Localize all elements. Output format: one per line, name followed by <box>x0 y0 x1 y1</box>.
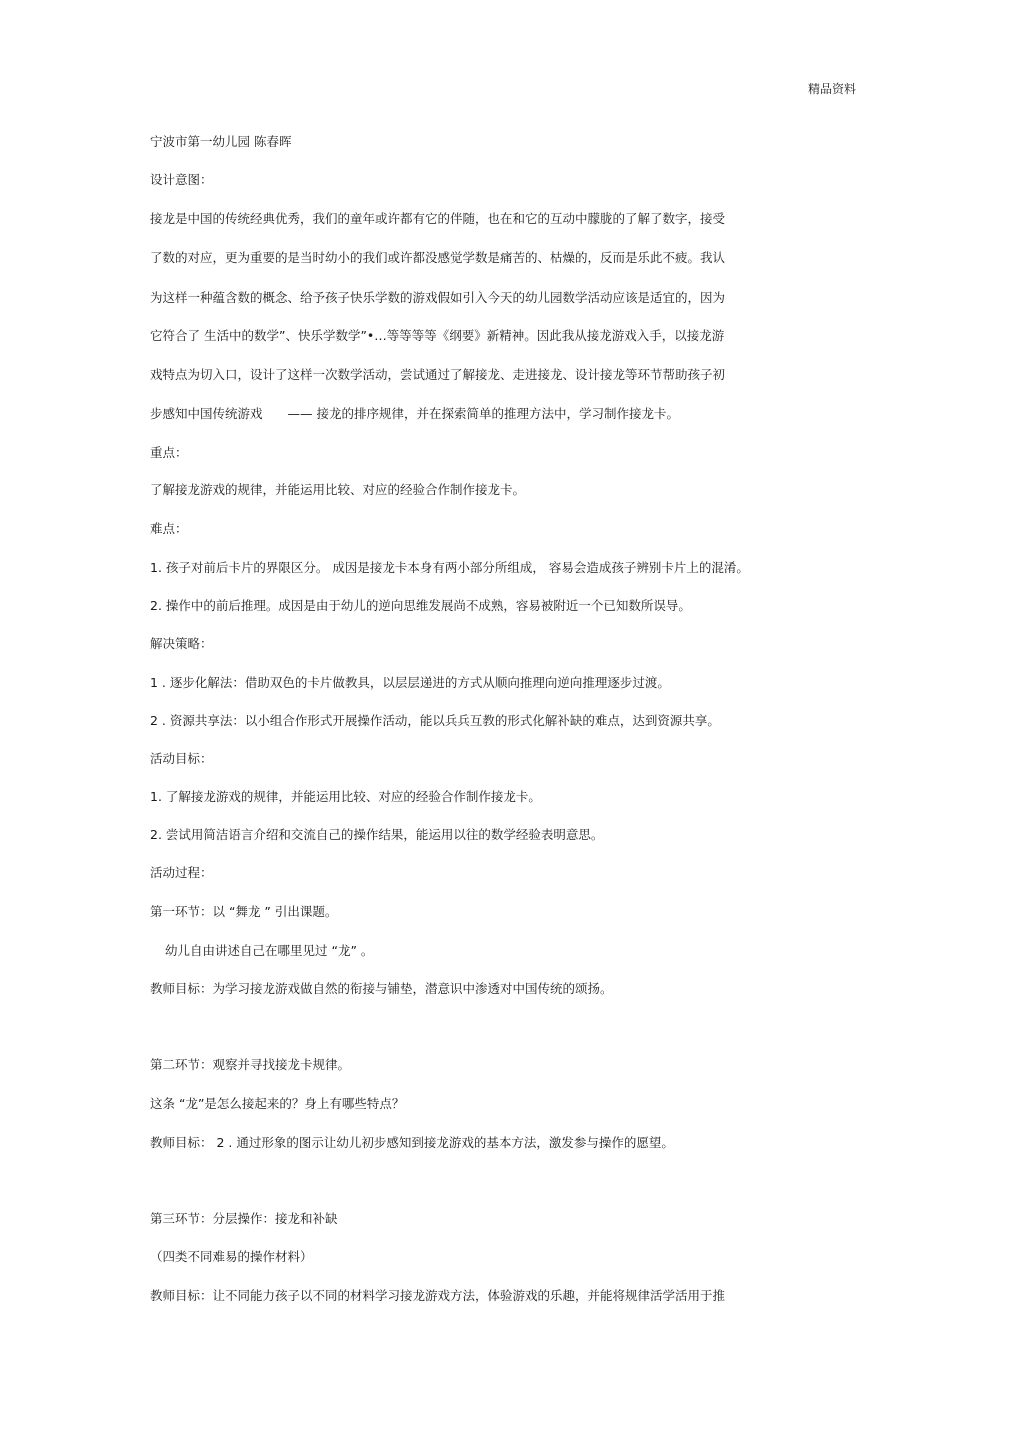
paragraph-line: 教师目标：让不同能力孩子以不同的材料学习接龙游戏方法，体验游戏的乐趣，并能将规律活学活用于推 <box>150 1288 726 1303</box>
list-item: 2. 尝试用简洁语言介绍和交流自己的操作结果，能运用以往的数学经验表明意思。 <box>150 827 604 842</box>
paragraph-line: 教师目标：为学习接龙游戏做自然的衔接与铺垫，潜意识中渗透对中国传统的颂扬。 <box>150 981 613 996</box>
list-item: 2. 操作中的前后推理。成因是由于幼儿的逆向思维发展尚不成熟，容易被附近一个已知数所误导。 <box>150 598 691 613</box>
section-heading: 难点： <box>150 521 188 536</box>
section-heading: 重点： <box>150 445 188 460</box>
section-heading: 活动目标： <box>150 751 213 766</box>
list-item: 1. 了解接龙游戏的规律，并能运用比较、对应的经验合作制作接龙卡。 <box>150 789 541 804</box>
list-item: 1. 孩子对前后卡片的界限区分。 成因是接龙卡本身有两小部分所组成， 容易会造成孩子辨别卡片上的混淆。 <box>150 560 749 575</box>
section-heading: 解决策略： <box>150 636 213 651</box>
paragraph-line: 了数的对应，更为重要的是当时幼小的我们或许都没感觉学数是痛苦的、枯燥的，反而是乐此不疲。我认 <box>150 250 726 265</box>
paragraph-line: 接龙是中国的传统经典优秀，我们的童年或许都有它的伴随，也在和它的互动中朦胧的了解了数字，接受 <box>150 211 726 226</box>
paragraph-line: 第二环节：观察并寻找接龙卡规律。 <box>150 1057 351 1072</box>
paragraph-line: 第一环节：以 “舞龙 ” 引出课题。 <box>150 904 338 919</box>
paragraph-line: 教师目标： 2 . 通过形象的图示让幼儿初步感知到接龙游戏的基本方法，激发参与操作的愿望。 <box>150 1135 674 1150</box>
paragraph-line: 它符合了 生活中的数学”、快乐学数学”•…等等等等《纲要》新精神。因此我从接龙游戏入手，以接龙游 <box>150 328 725 343</box>
paragraph-line: 这条 “龙”是怎么接起来的？身上有哪些特点？ <box>150 1096 405 1111</box>
header-tag: 精品资料 <box>808 82 857 96</box>
paragraph-line: （四类不同难易的操作材料） <box>150 1249 313 1264</box>
author-line: 宁波市第一幼儿园 陈春晖 <box>150 134 292 149</box>
paragraph-line: 第三环节：分层操作：接龙和补缺 <box>150 1211 338 1226</box>
paragraph-line: 为这样一种蕴含数的概念、给予孩子快乐学数的游戏假如引入今天的幼儿园数学活动应该是适宜的，因为 <box>150 290 726 305</box>
section-heading: 活动过程： <box>150 865 213 880</box>
paragraph-line: 了解接龙游戏的规律，并能运用比较、对应的经验合作制作接龙卡。 <box>150 482 526 497</box>
paragraph-line: 幼儿自由讲述自己在哪里见过 “龙” 。 <box>165 943 374 958</box>
list-item: 2 . 资源共享法：以小组合作形式开展操作活动，能以兵兵互教的形式化解补缺的难点，达到资源共享。 <box>150 713 720 728</box>
section-heading: 设计意图： <box>150 172 213 187</box>
paragraph-line: 步感知中国传统游戏 —— 接龙的排序规律，并在探索简单的推理方法中，学习制作接龙卡。 <box>150 406 679 421</box>
list-item: 1 . 逐步化解法：借助双色的卡片做教具，以层层递进的方式从顺向推理向逆向推理逐步过渡。 <box>150 675 670 690</box>
paragraph-line: 戏特点为切入口，设计了这样一次数学活动，尝试通过了解接龙、走进接龙、设计接龙等环节帮助孩子初 <box>150 367 726 382</box>
